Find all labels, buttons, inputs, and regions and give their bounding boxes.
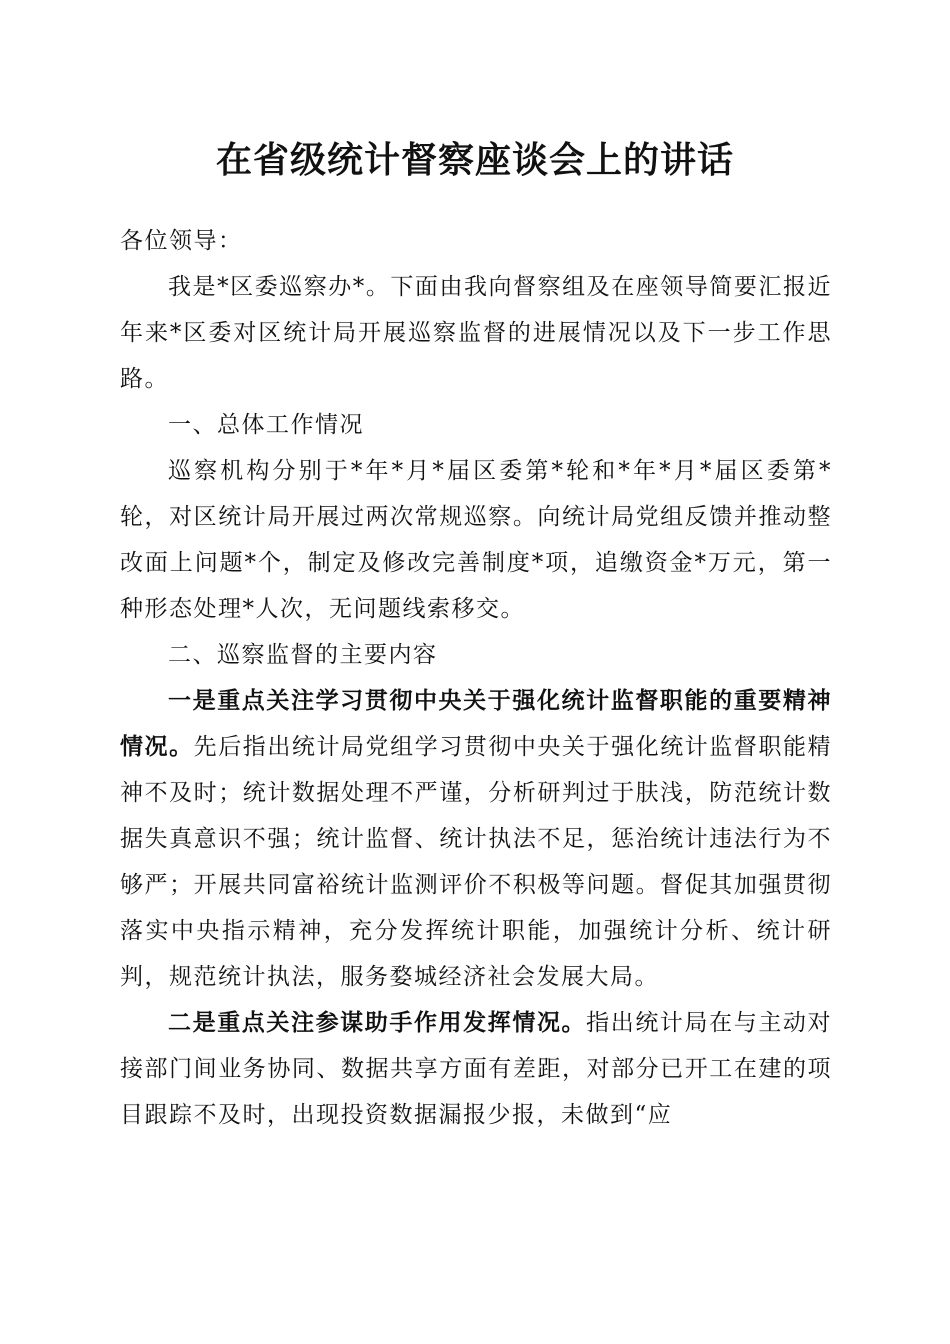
section-heading-1: 一、总体工作情况 bbox=[168, 412, 364, 438]
point-2-lead: 二是重点关注参谋助手作用发挥情况。 bbox=[168, 1009, 587, 1036]
point-2-paragraph bbox=[120, 1000, 832, 1138]
section-heading-2: 二、巡察监督的主要内容 bbox=[168, 642, 438, 668]
point-1-paragraph bbox=[120, 678, 832, 1000]
document-title: 在省级统计督察座谈会上的讲话 bbox=[215, 139, 734, 181]
point-1-lead: 一是重点关注学习贯彻中央关于强化统计监督职能的重要精神情况。 bbox=[120, 687, 832, 760]
document-body bbox=[120, 218, 832, 1138]
section-1-paragraph: 巡察机构分别于*年*月*届区委第*轮和*年*月*届区委第*轮，对区统计局开展过两次常规巡察。向统计局党组反馈并推动整改面上问题*个，制定及修改完善制度*项，追缴资金*万元，第一种形态处理*人次，无问题线索移交。 bbox=[120, 458, 832, 622]
point-1-body: 先后指出统计局党组学习贯彻中央关于强化统计监督职能精神不及时；统计数据处理不严谨，分析研判过于肤浅，防范统计数据失真意识不强；统计监督、统计执法不足，惩治统计违法行为不够严；开展共同富裕统计监测评价不积极等问题。督促其加强贯彻落实中央指示精神，充分发挥统计职能，加强统计分析、统计研判，规范统计执法，服务婺城经济社会发展大局。 bbox=[120, 734, 833, 990]
point-2-body: 指出统计局在与主动对接部门间业务协同、数据共享方面有差距，对部分已开工在建的项目跟踪不及时，出现投资数据漏报少报，未做到“应 bbox=[120, 1010, 833, 1128]
salutation: 各位领导： bbox=[120, 228, 243, 254]
intro-paragraph: 我是*区委巡察办*。下面由我向督察组及在座领导简要汇报近年来*区委对区统计局开展巡察监督的进展情况以及下一步工作思路。 bbox=[120, 274, 832, 392]
